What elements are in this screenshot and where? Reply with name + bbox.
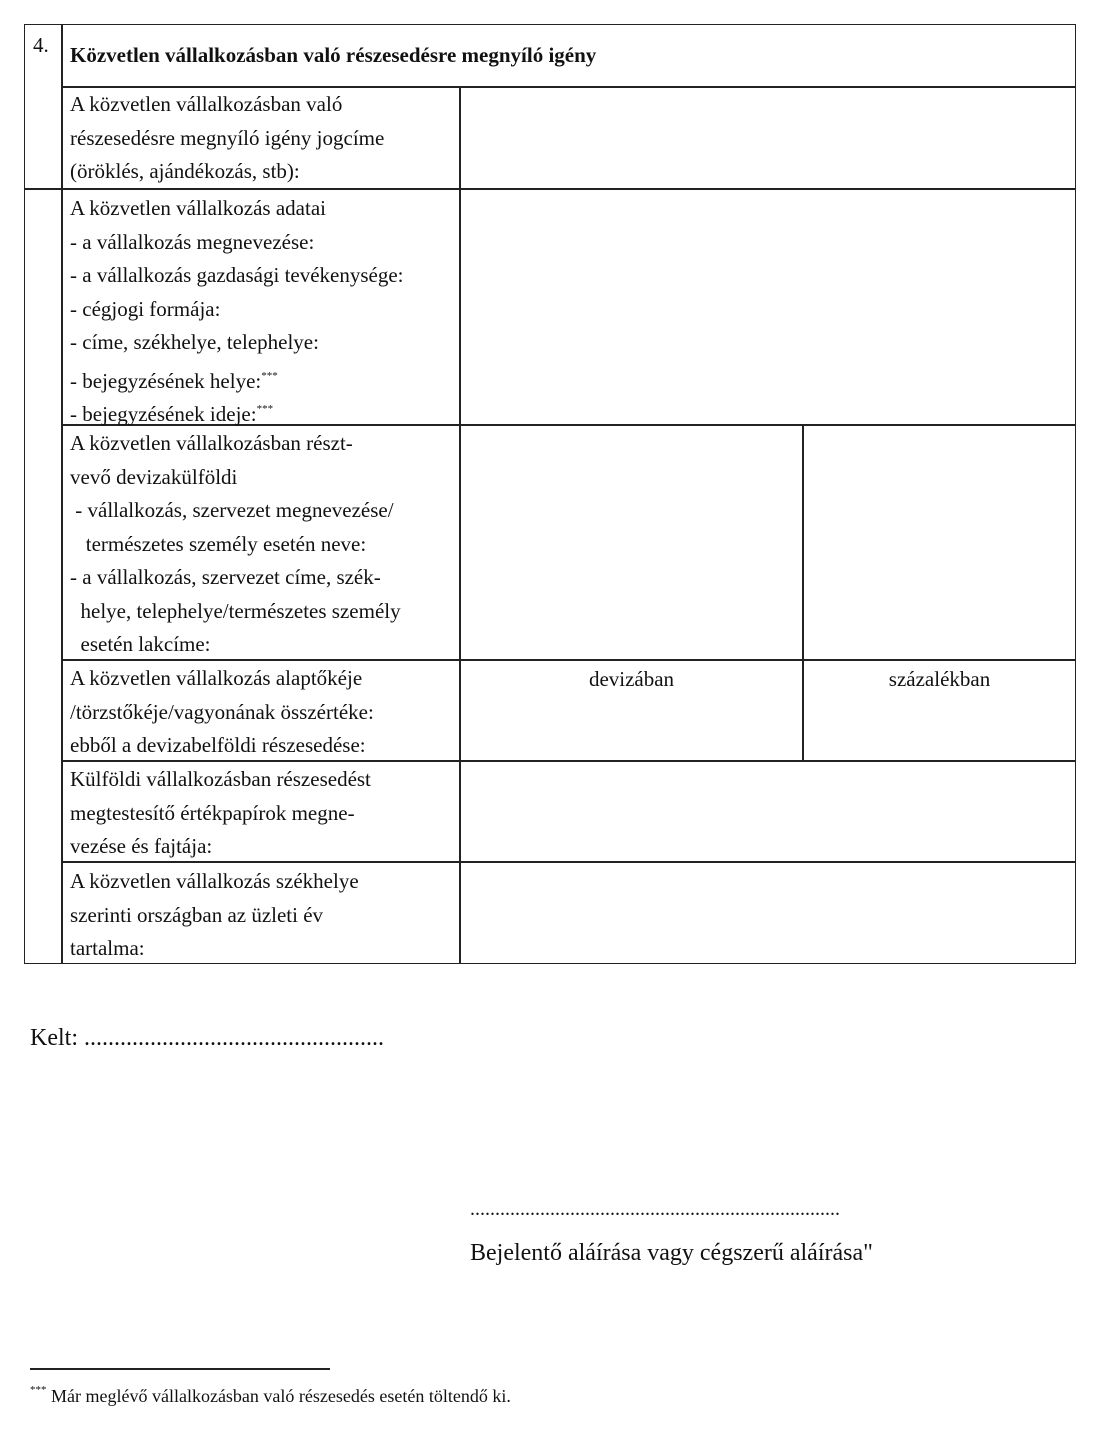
- bejegyzes-ideje-label: - bejegyzésének ideje:***: [70, 402, 274, 426]
- footnote-mark: ***: [30, 1384, 47, 1396]
- signature-dots: ..........................................................................: [470, 1198, 840, 1220]
- footnote-text: Már meglévő vállalkozásban való részesedés esetén töltendő ki.: [46, 1386, 511, 1406]
- footnote-mark: ***: [256, 403, 274, 415]
- kelt-date-line: Kelt: ..................................................: [30, 1025, 384, 1051]
- devizaban-column-label: devizában: [588, 667, 675, 691]
- uzleti-ev-label: A közvetlen vállalkozás székhelye szerinti országban az üzleti év tartalma:: [70, 869, 359, 960]
- szazalekban-column-label: százalékban: [888, 667, 991, 691]
- footnote-separator: [30, 1368, 330, 1370]
- section-number: 4.: [33, 33, 49, 57]
- ertekpapirok-label: Külföldi vállalkozásban részesedést megtestesítő értékpapírok megne- vezése és fajtája:: [70, 767, 371, 858]
- jogcim-label: A közvetlen vállalkozásban való részesedésre megnyíló igény jogcíme (öröklés, ajándékozás, stb):: [70, 92, 385, 183]
- devizakulfoldi-label: A közvetlen vállalkozásban részt- vevő devizakülföldi - vállalkozás, szervezet megnevezése/ természetes személy esetén neve: - a vállalkozás, szervezet címe, szék- helye, telephelye/természetes személy esetén lakcíme:: [70, 431, 401, 656]
- number-column-divider: [61, 25, 63, 963]
- alaptoke-label: A közvetlen vállalkozás alaptőkéje /törzstőkéje/vagyonának összértéke: ebből a devizabelföldi részesedése:: [70, 666, 374, 757]
- footnote: [30, 1384, 511, 1407]
- bejegyzes-helye-label: - bejegyzésének helye:***: [70, 369, 278, 393]
- value-split-divider: [802, 425, 804, 760]
- adatai-label: A közvetlen vállalkozás adatai - a vállalkozás megnevezése: - a vállalkozás gazdasági tevékenysége: - cégjogi formája: - címe, székhelye, telephelye:: [70, 196, 404, 354]
- section-title: Közvetlen vállalkozásban való részesedésre megnyíló igény: [70, 43, 597, 67]
- label-value-divider: [459, 87, 461, 963]
- declaration-form-table: [24, 24, 1076, 964]
- footnote-mark: ***: [261, 370, 278, 382]
- signature-caption: Bejelentő aláírása vagy cégszerű aláírása": [470, 1240, 873, 1266]
